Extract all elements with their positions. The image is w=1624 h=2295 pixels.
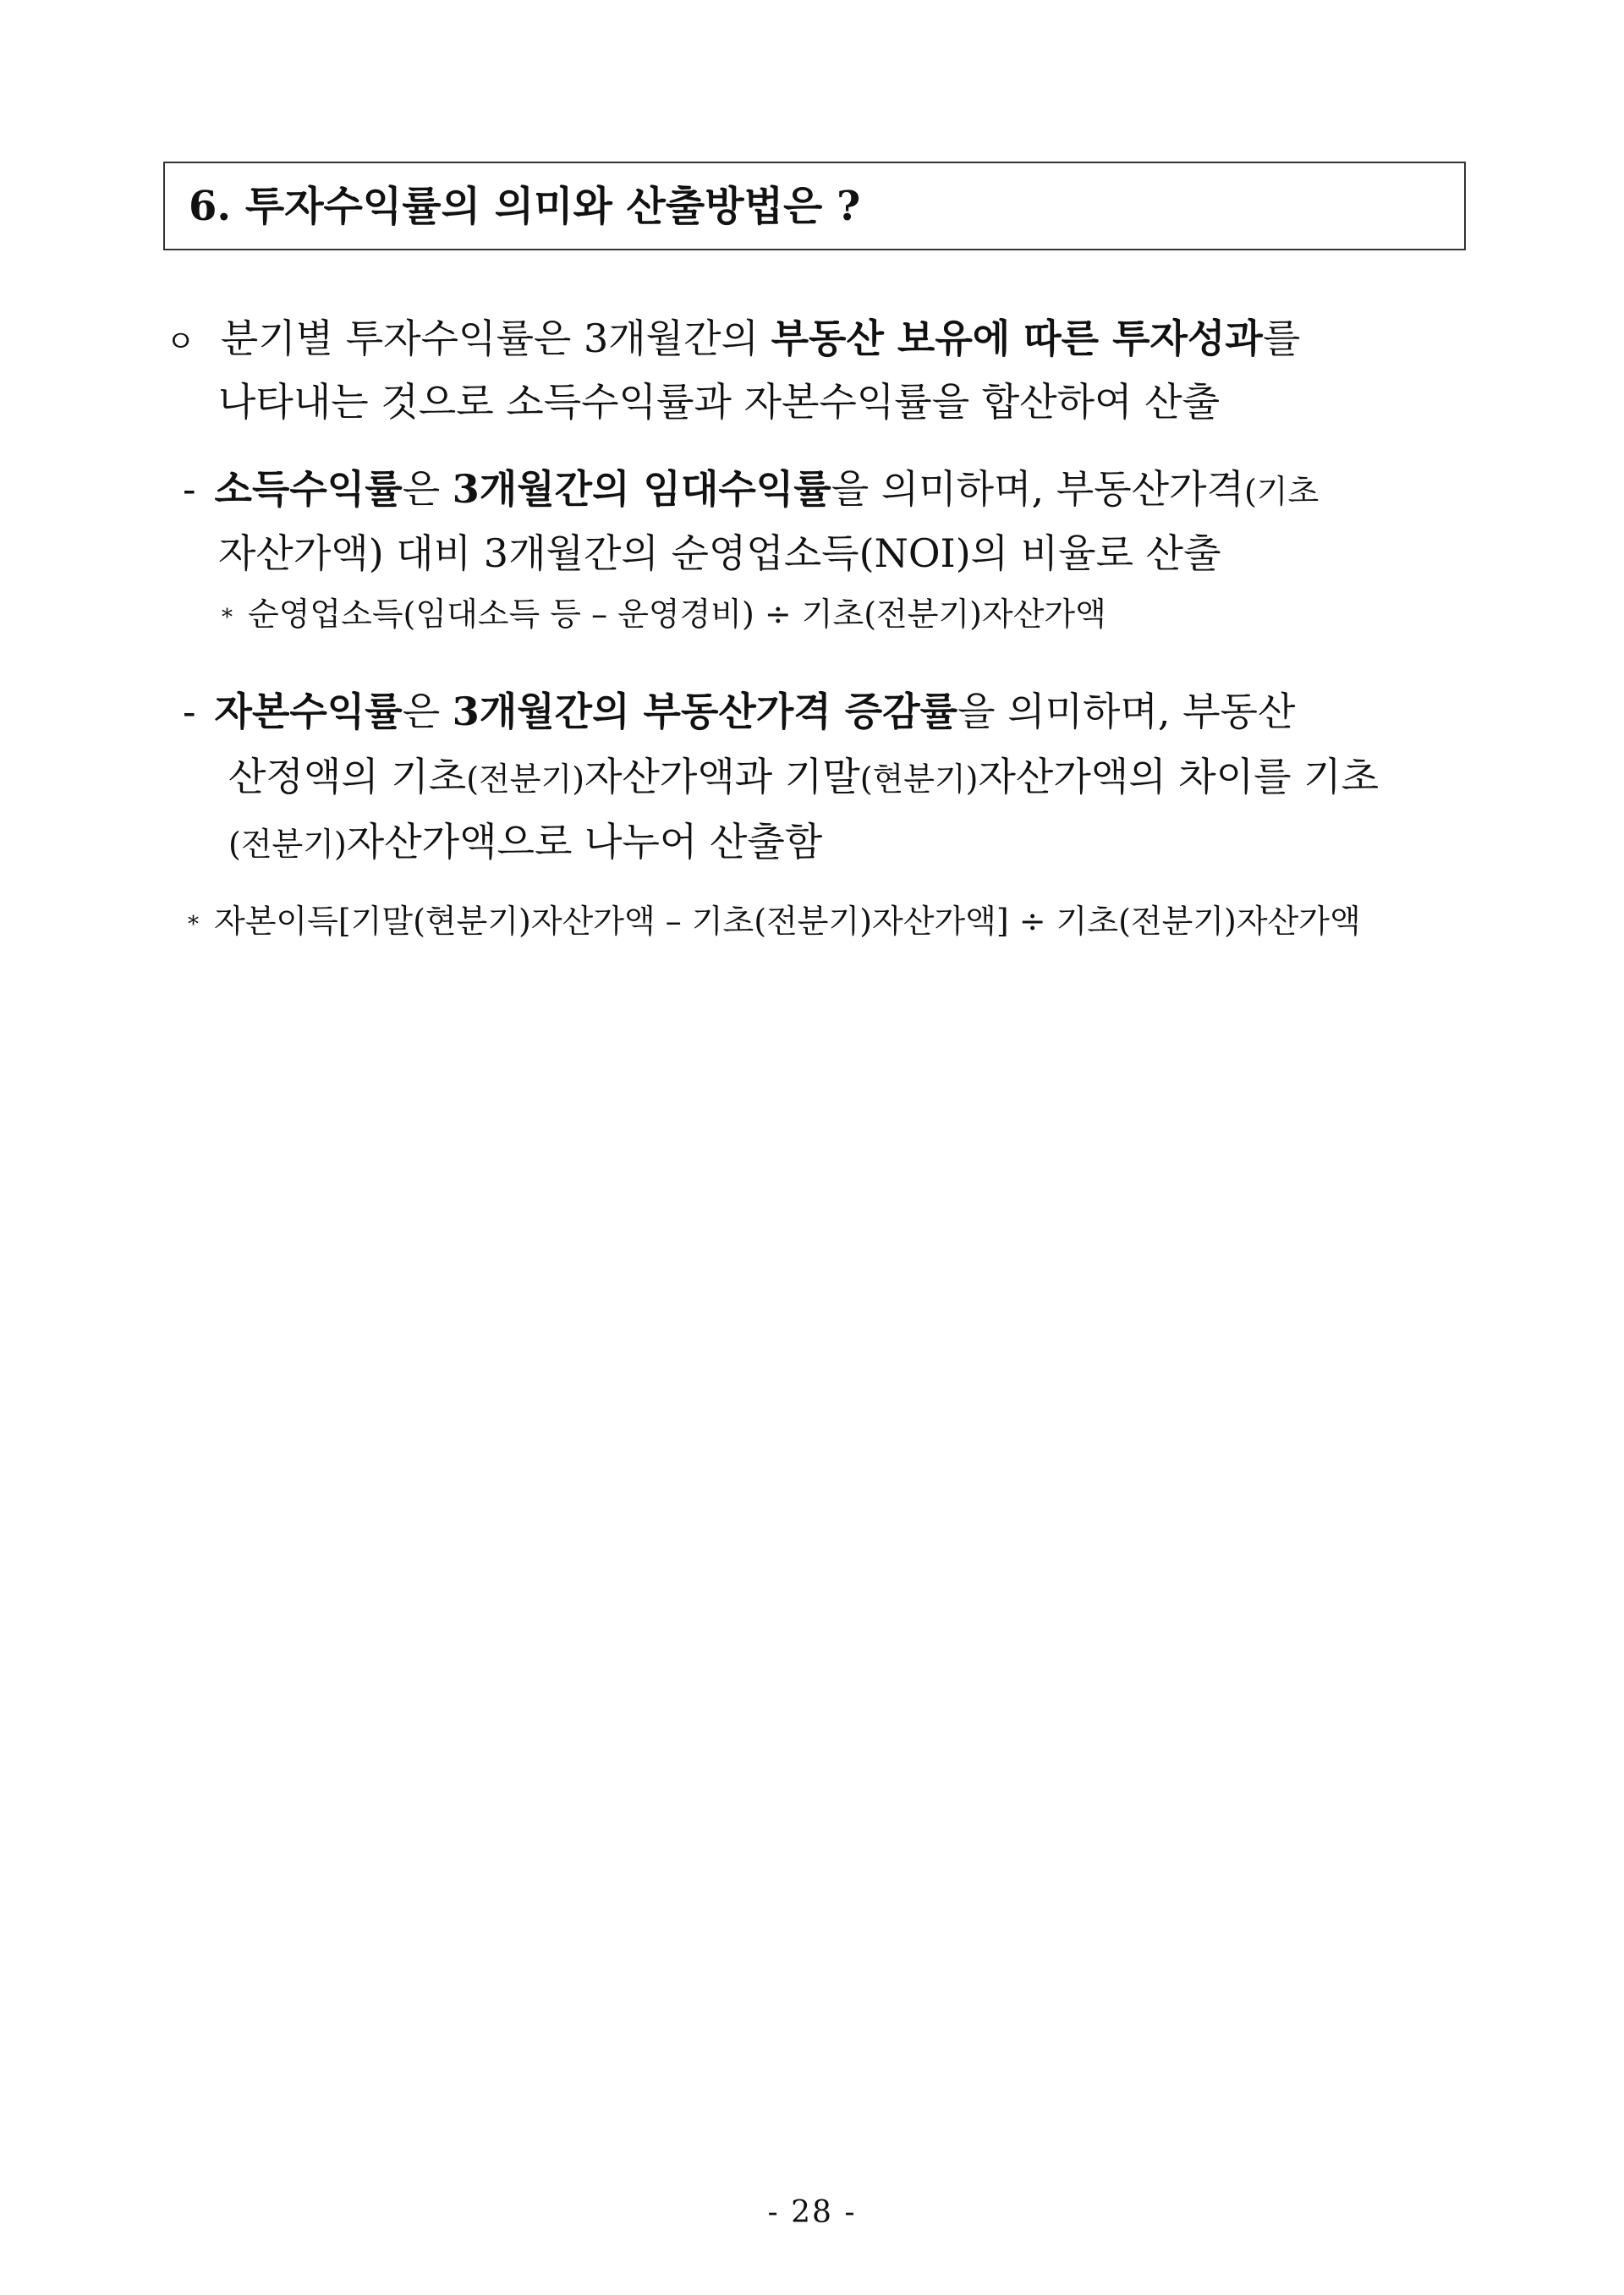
capital-note-text: 자본이득[기말(현분기)자산가액 – 기초(전분기)자산가액] ÷ 기초(전분기)자산가액 — [214, 903, 1361, 940]
capital-line-3 — [228, 816, 822, 870]
capital-note-star: * — [188, 911, 199, 937]
bullet-text-c: 를 — [1262, 316, 1301, 361]
capital-particle: 은 — [402, 689, 453, 734]
bullet-emphasis: 부동산 보유에 따른 투자성과 — [771, 316, 1263, 361]
income-term: 소득수익률 — [214, 466, 403, 512]
income-dash: - — [183, 466, 196, 512]
income-rest: 을 의미하며, 부동산가격 — [831, 466, 1244, 512]
capital-term: 자본수익률 — [214, 689, 403, 734]
bullet-text-a: 분기별 투자수익률은 3개월간의 — [220, 316, 771, 361]
bullet-marker: ㅇ — [166, 325, 195, 360]
capital-line-2-b: (전분기) — [466, 760, 585, 798]
bullet-line-2: 나타내는 것으로 소득수익률과 자본수익률을 합산하여 산출 — [218, 379, 1221, 425]
capital-dash: - — [183, 689, 196, 734]
income-emphasis: 3개월간의 임대수익률 — [452, 466, 831, 512]
income-paren: (기초 — [1243, 473, 1320, 510]
capital-line-2-c: 자산가액과 기말 — [584, 754, 860, 799]
bullet-line-1 — [166, 313, 1300, 368]
capital-line-3-a: (전분기) — [228, 826, 347, 863]
capital-line-3-b: 자산가액으로 나누어 산출함 — [346, 819, 823, 865]
income-particle: 은 — [402, 466, 453, 512]
capital-rest: 을 의미하며, 부동산 — [957, 689, 1296, 734]
section-title: 6. 투자수익률의 의미와 산출방법은 ? — [189, 183, 861, 230]
income-line-2: 자산가액) 대비 3개월간의 순영업소득(NOI)의 비율로 산출 — [218, 530, 1221, 576]
capital-line-2-d: (현분기) — [859, 760, 979, 798]
capital-line-2-e: 자산가액의 차이를 기초 — [978, 754, 1380, 799]
capital-line-2 — [228, 751, 1379, 804]
income-note-star: * — [222, 604, 233, 630]
capital-line-1 — [183, 686, 1295, 737]
capital-note — [188, 899, 1361, 947]
page-number: - 28 - — [767, 2195, 857, 2230]
capital-line-2-a: 산정액의 기초 — [228, 754, 467, 799]
income-note — [222, 592, 1106, 640]
section-title-box — [163, 162, 1466, 250]
income-line-1 — [183, 464, 1319, 517]
capital-emphasis: 3개월간의 부동산가격 증감률 — [452, 689, 958, 734]
income-note-text: 순영업소득(임대소득 등 – 운영경비) ÷ 기초(전분기)자산가액 — [248, 596, 1106, 633]
